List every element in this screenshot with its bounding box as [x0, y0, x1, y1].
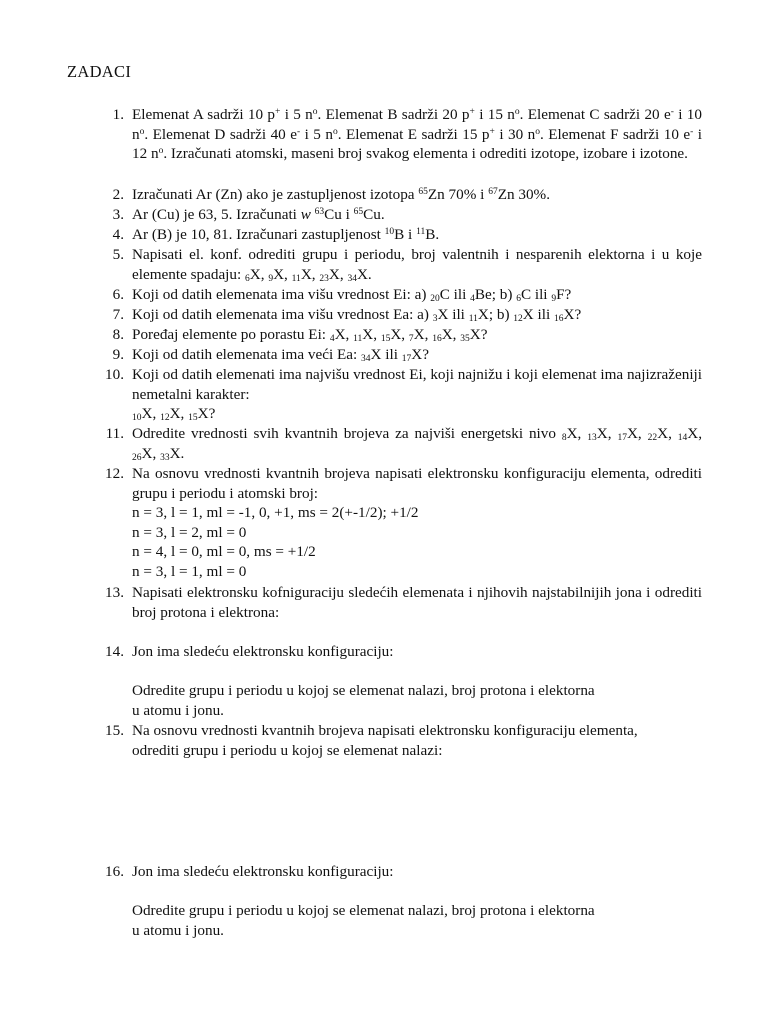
item-number: 13. — [105, 584, 124, 601]
item-text: Koji od datih elemenata ima veći Ea: $_{34}$X ili $_{17}$X? — [132, 346, 429, 364]
item-text: Elemenat A sadrži 10 p+ i 5 $n^o$. Elemenat B sadrži 20 p+ i 15 $n^o$. Elemenat C sadrži 20 e- i 10 $n^o$. Elemenat D sadrži 40 e- i 5 $n^o$. Elemenat E sadrži 15 p+ i 30 $n^o$. Elemenat F sadrži 10 e- i 12 $n^o$. Izračunati atomski, maseni broj svakog elementa i odrediti izotope, izobare i izotone. — [132, 106, 702, 163]
item-number: 1. — [112, 106, 124, 123]
item-text: Jon ima sledeću elektronsku konfiguraciju: Odredite grupu i periodu u kojoj se elemenat nalazi, broj protona i elektorna u atomu i jonu. — [132, 863, 595, 939]
item-number: 4. — [112, 226, 124, 243]
item-text: Na osnovu vrednosti kvantnih brojeva napisati elektronsku konfiguraciju elementa, odrediti grupu i periodu u kojoj se elemenat nalazi: — [132, 722, 638, 759]
item-number: 10. — [105, 366, 124, 383]
item-text: Napisati elektronsku kofniguraciju sledećih elemenata i njihovih najstabilnijih jona i odrediti broj protona i elektrona: — [132, 584, 702, 621]
item-number: 12. — [105, 465, 124, 482]
item-number: 15. — [105, 722, 124, 739]
item-text: Na osnovu vrednosti kvantnih brojeva napisati elektronsku konfiguraciju elementa, odrediti grupu i periodu i atomski broj: n = 3, l = 1, ml = -1, 0, +1, ms = 2(+-1/2); +1/2 n = 3, l = 2, ml = 0 n = 4, l = 0, ml = 0, ms = +1/2 n = 3, l = 1, ml = 0 — [132, 465, 702, 580]
page-title: ZADACI — [67, 62, 132, 81]
item-text: Jon ima sledeću elektronsku konfiguraciju: Odredite grupu i periodu u kojoj se elemenat nalazi, broj protona i elektorna u atomu i jonu. — [132, 643, 595, 719]
item-text: Izračunati Ar (Zn) ako je zastupljenost izotopa $^{65}$Zn 70% i $^{67}$Zn 30%. — [132, 186, 550, 203]
item-number: 6. — [112, 286, 124, 303]
item-text: Koji od datih elemenati ima najvišu vrednost Ei, koji najnižu i koji elemenat ima najizraženiji nemetalni karakter: $_{10}$X, $_{12}$X, $_{15}$X? — [132, 366, 702, 424]
item-text: Napisati el. konf. odrediti grupu i periodu, broj valentnih i nesparenih elektorna i u koje elemente spadaju: $_6$X, $_9$X, $_{11}$X, $_{23}$X, $_{34}$X. — [132, 246, 702, 284]
item-text: Ar (B) je 10, 81. Izračunari zastupljenost $^{10}$B i $^{11}$B. — [132, 226, 440, 243]
item-text: Ar (Cu) je 63, 5. Izračunati w $^{63}$Cu i $^{65}$Cu. — [132, 206, 385, 223]
item-number: 16. — [105, 863, 124, 880]
item-number: 5. — [112, 246, 124, 263]
item-number: 7. — [112, 306, 124, 323]
item-text: Koji od datih elemenata ima višu vrednost Ei: a) $_{20}$C ili $_4$Be; b) $_6$C ili $_9$F? — [132, 286, 572, 304]
item-number: 3. — [112, 206, 124, 223]
item-number: 9. — [112, 346, 124, 363]
item-text: Poređaj elemente po porastu Ei: $_4$X, $_{11}$X, $_{15}$X, $_7$X, $_{16}$X, $_{35}$X? — [132, 326, 488, 344]
item-number: 11. — [105, 425, 124, 442]
item-text: Koji od datih elemenata ima višu vrednost Ea: a) $_3$X ili $_{11}$X; b) $_{12}$X ili $_{16}$X? — [132, 306, 582, 324]
item-number: 8. — [112, 326, 124, 343]
item-number: 14. — [105, 643, 124, 660]
item-text: Odredite vrednosti svih kvantnih brojeva za najviši energetski nivo $_8$X, $_{13}$X, $_{17}$X, $_{22}$X, $_{14}$X, $_{26}$X, $_{33}$X. — [132, 425, 703, 463]
item-number: 2. — [112, 186, 124, 203]
